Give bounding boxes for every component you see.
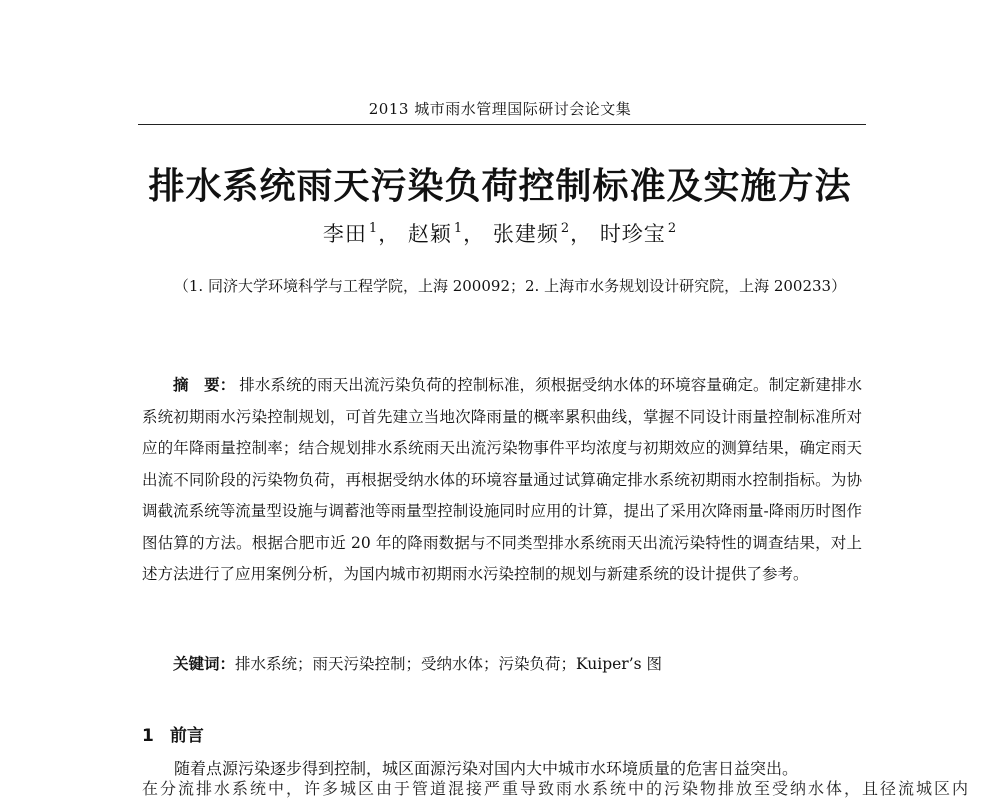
section-number: 1 bbox=[142, 726, 154, 746]
author-affiliation-mark: 2 bbox=[667, 221, 678, 236]
abstract bbox=[142, 370, 862, 591]
keywords bbox=[142, 651, 862, 677]
body-paragraph: 随着点源污染逐步得到控制，城区面源污染对国内大中城市水环境质量的危害日益突出。 bbox=[174, 759, 799, 778]
author-name: 时珍宝 bbox=[599, 222, 666, 246]
author-separator: ， bbox=[463, 222, 486, 246]
keywords-text: 排水系统；雨天污染控制；受纳水体；污染负荷；Kuiper’s 图 bbox=[235, 655, 663, 673]
author-name: 李田 bbox=[322, 222, 367, 246]
abstract-label: 摘 要： bbox=[173, 376, 236, 394]
affiliation: （1. 同济大学环境科学与工程学院，上海 200092；2. 上海市水务规划设计研究院，上海 200233） bbox=[173, 277, 847, 295]
body-partial-line bbox=[142, 779, 971, 798]
author-list bbox=[0, 218, 1000, 248]
section-title: 前言 bbox=[169, 726, 204, 746]
body-partial-text: 在分流排水系统中，许多城区由于管道混接严重导致雨水系统中的污染物排放至受纳水体，且径流城区内 bbox=[142, 779, 971, 798]
author-separator: ， bbox=[570, 222, 593, 246]
author-separator: ， bbox=[378, 222, 401, 246]
author-affiliation-mark: 1 bbox=[453, 221, 464, 236]
keywords-label: 关键词： bbox=[173, 655, 236, 673]
paper-title: 排水系统雨天污染负荷控制标准及实施方法 bbox=[148, 166, 852, 207]
running-header: 2013 城市雨水管理国际研讨会论文集 bbox=[368, 100, 632, 118]
header-rule bbox=[138, 124, 866, 125]
author-affiliation-mark: 1 bbox=[368, 221, 379, 236]
author-name: 张建频 bbox=[492, 222, 559, 246]
author-affiliation-mark: 2 bbox=[560, 221, 571, 236]
section-heading bbox=[142, 721, 204, 746]
abstract-text: 排水系统的雨天出流污染负荷的控制标准，须根据受纳水体的环境容量确定。制定新建排水系统初期雨水污染控制规划，可首先建立当地次降雨量的概率累积曲线，掌握不同设计雨量控制标准所对应的年降雨量控制率；结合规划排水系统雨天出流污染物事件平均浓度与初期效应的测算结果，确定雨天出流不同阶段的污染物负荷，再根据受纳水体的环境容量通过试算确定排水系统初期雨水控制指标。为协调截流系统等流量型设施与调蓄池等雨量型控制设施同时应用的计算，提出了采用次降雨量-降雨历时图作图估算的方法。根据合肥市近 20 年的降雨数据与不同类型排水系统雨天出流污染特性的调查结果，对上述方法进行了应用案例分析，为国内城市初期雨水污染控制的规划与新建系统的设计提供了参考。 bbox=[142, 376, 862, 583]
author-name: 赵颖 bbox=[407, 222, 452, 246]
